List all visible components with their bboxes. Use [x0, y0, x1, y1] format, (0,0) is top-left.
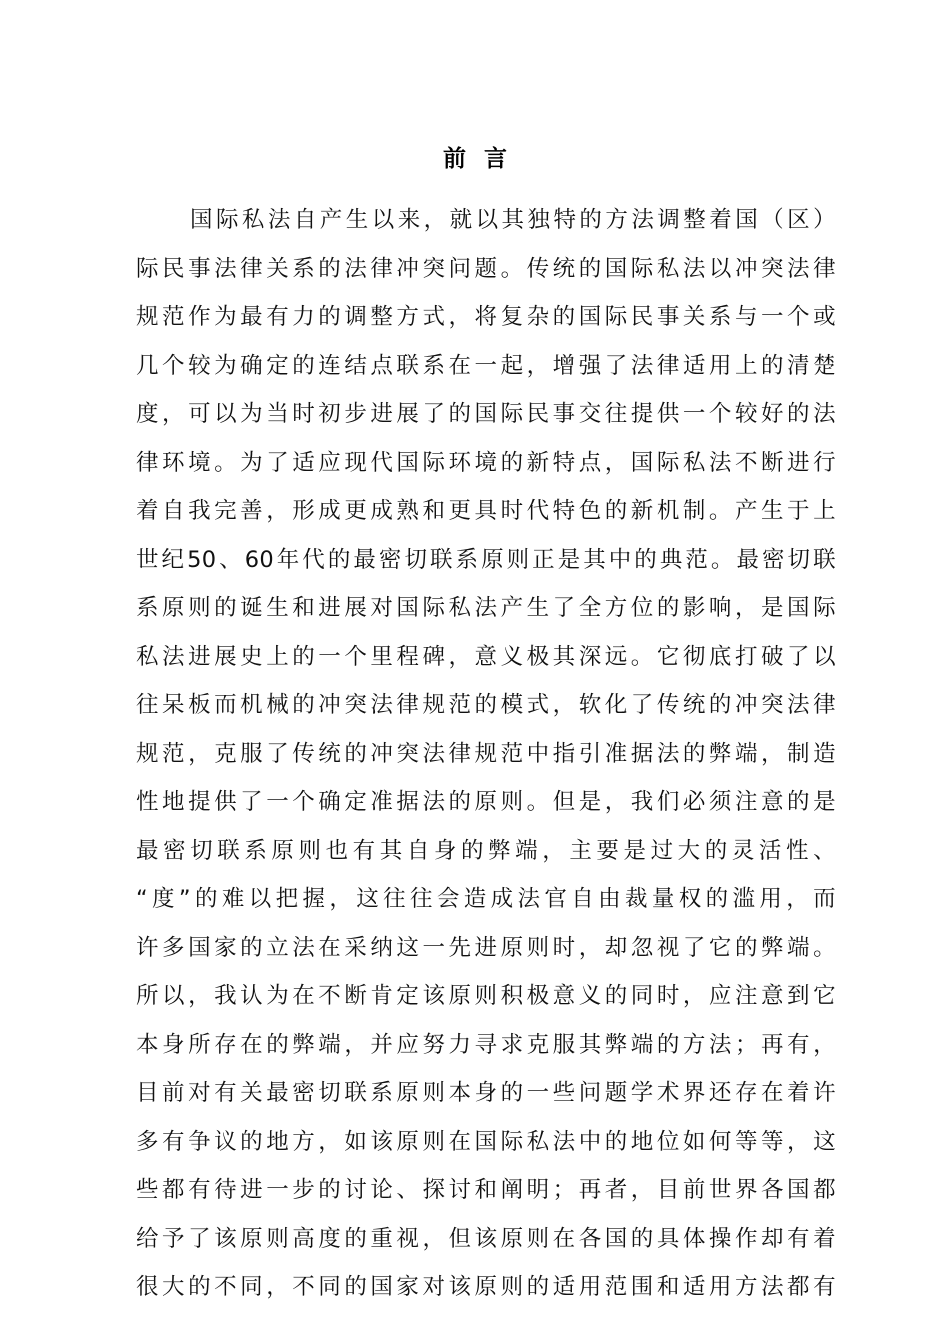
page-title: 前言	[443, 146, 525, 172]
text-line: 规范，克服了传统的冲突法律规范中指引准据法的弊端，制造	[136, 740, 836, 767]
text-line: 多有争议的地方，如该原则在国际私法中的地位如何等等，这	[136, 1128, 836, 1155]
text-line: 往呆板而机械的冲突法律规范的模式，软化了传统的冲突法律	[136, 692, 836, 718]
text-line: 些都有待进一步的讨论、探讨和阐明；再者，目前世界各国都	[136, 1177, 836, 1203]
text-line: 规范作为最有力的调整方式，将复杂的国际民事关系与一个或	[136, 304, 836, 330]
body-paragraph	[136, 196, 836, 1312]
text-line: 许多国家的立法在采纳这一先进原则时，却忽视了它的弊端。	[136, 934, 836, 961]
text-line: 性地提供了一个确定准据法的原则。但是，我们必须注意的是	[136, 789, 836, 815]
text-line: 几个较为确定的连结点联系在一起，增强了法律适用上的清楚	[136, 352, 836, 379]
text-line: 很大的不同，不同的国家对该原则的适用范围和适用方法都有	[136, 1274, 836, 1300]
text-line: 律环境。为了适应现代国际环境的新特点，国际私法不断进行	[136, 449, 836, 476]
text-line: 所以，我认为在不断肯定该原则积极意义的同时，应注意到它	[136, 983, 836, 1009]
text-line: 际民事法律关系的法律冲突问题。传统的国际私法以冲突法律	[136, 255, 836, 282]
text-line: 系原则的诞生和进展对国际私法产生了全方位的影响，是国际	[136, 595, 836, 621]
text-line: 给予了该原则高度的重视，但该原则在各国的具体操作却有着	[136, 1225, 836, 1252]
text-line: “度”的难以把握，这往往会造成法官自由裁量权的滥用，而	[136, 886, 836, 912]
text-line: 世纪50、60年代的最密切联系原则正是其中的典范。最密切联	[136, 546, 836, 573]
text-line: 目前对有关最密切联系原则本身的一些问题学术界还存在着许	[136, 1080, 836, 1106]
text-line: 国际私法自产生以来，就以其独特的方法调整着国（区）	[190, 207, 836, 233]
text-line: 度，可以为当时初步进展了的国际民事交往提供一个较好的法	[136, 401, 836, 427]
text-line: 着自我完善，形成更成熟和更具时代特色的新机制。产生于上	[136, 498, 836, 524]
text-line: 最密切联系原则也有其自身的弊端，主要是过大的灵活性、	[136, 837, 836, 864]
text-line: 私法进展史上的一个里程碑，意义极其深远。它彻底打破了以	[136, 643, 836, 670]
text-line: 本身所存在的弊端，并应努力寻求克服其弊端的方法；再有，	[136, 1031, 836, 1058]
